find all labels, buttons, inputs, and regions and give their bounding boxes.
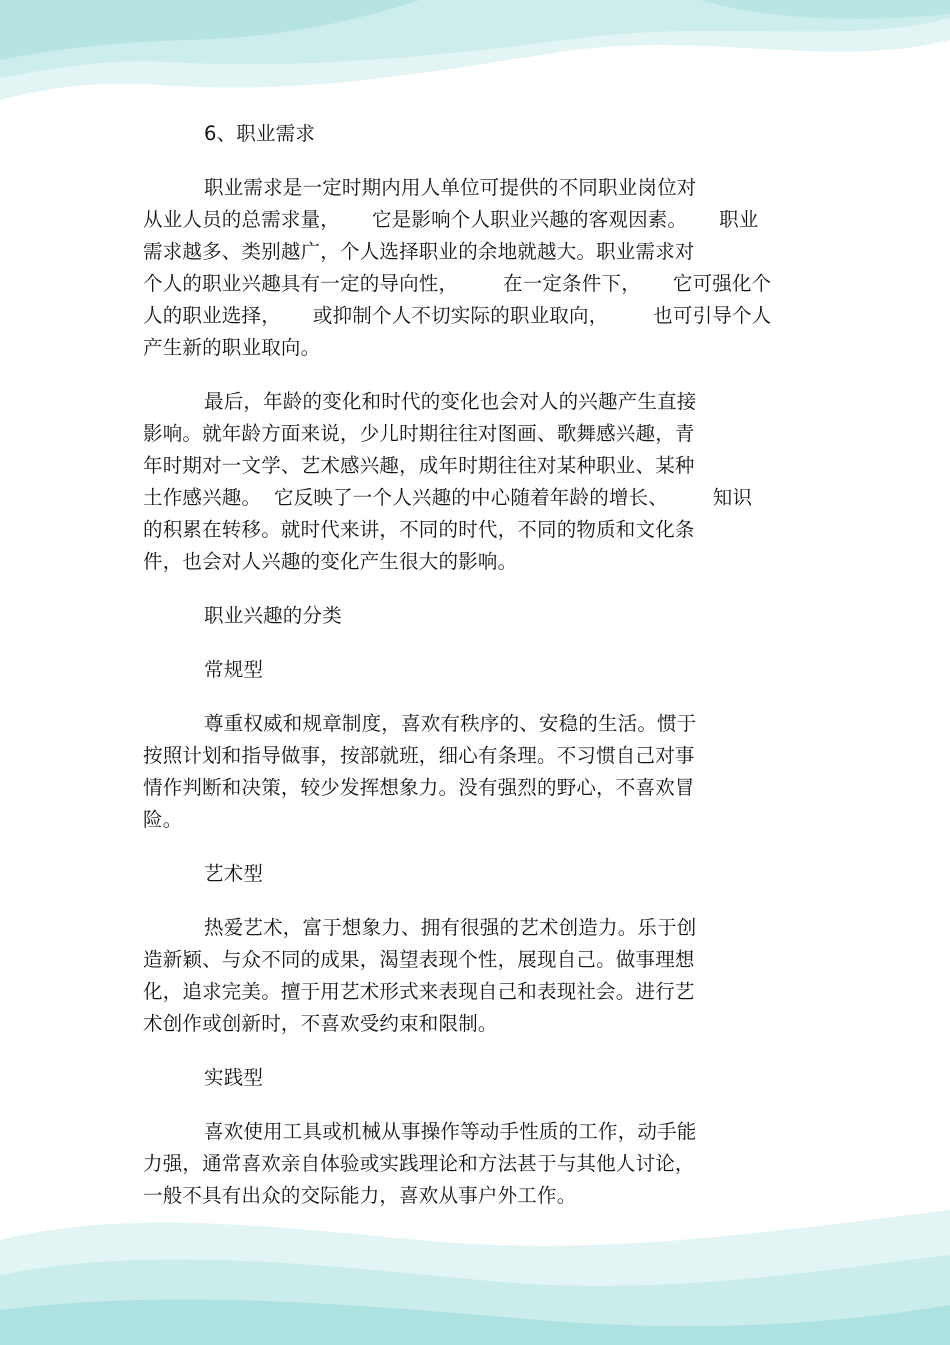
paragraph-gap <box>143 686 808 708</box>
text-line: 的积累在转移。就时代来讲，不同的时代，不同的物质和文化条 <box>143 518 695 541</box>
paragraph-gap <box>143 578 808 600</box>
text-line: 个人的职业兴趣具有一定的导向性， 在一定条件下， 它可强化个 <box>143 272 772 295</box>
text-line: 人的职业选择， 或抑制个人不切实际的职业取向， 也可引导个人 <box>143 304 772 327</box>
text-line: 常规型 <box>204 658 264 681</box>
text-line: 影响。就年龄方面来说，少儿时期往往对图画、歌舞感兴趣，青 <box>143 422 695 445</box>
text-line: 年时期对一文学、艺术感兴趣，成年时期往往对某种职业、某种 <box>143 454 695 477</box>
text-line: 按照计划和指导做事，按部就班，细心有条理。不习惯自己对事 <box>143 744 695 767</box>
text-line: 一般不具有出众的交际能力，喜欢从事户外工作。 <box>143 1184 577 1207</box>
paragraph-gap <box>143 150 808 172</box>
document-body <box>143 118 808 1212</box>
text-line: 艺术型 <box>204 862 264 885</box>
text-line: 力强，通常喜欢亲自体验或实践理论和方法甚于与其他人讨论， <box>143 1152 695 1175</box>
text-line: 需求越多、类别越广，个人选择职业的余地就越大。职业需求对 <box>143 240 695 263</box>
text-line: 土作感兴趣。 它反映了一个人兴趣的中心随着年龄的增长、 知识 <box>143 486 753 509</box>
text-line: 造新颖、与众不同的成果，渴望表现个性，展现自己。做事理想 <box>143 948 695 971</box>
paragraph-artistic <box>143 912 808 1040</box>
paragraph-job-demand <box>143 172 808 364</box>
section-heading <box>143 118 808 150</box>
top-wave-decoration <box>0 0 950 130</box>
heading-artistic <box>143 858 808 890</box>
text-line: 化，追求完美。擅于用艺术形式来表现自己和表现社会。进行艺 <box>143 980 695 1003</box>
text-line: 职业需求是一定时期内用人单位可提供的不同职业岗位对 <box>204 176 697 199</box>
text-line: 情作判断和决策，较少发挥想象力。没有强烈的野心，不喜欢冒 <box>143 776 695 799</box>
text-line: 热爱艺术，富于想象力、拥有很强的艺术创造力。乐于创 <box>204 916 697 939</box>
text-line: 喜欢使用工具或机械从事操作等动手性质的工作，动手能 <box>204 1120 697 1143</box>
paragraph-gap <box>143 632 808 654</box>
text-line: 最后，年龄的变化和时代的变化也会对人的兴趣产生直接 <box>204 390 697 413</box>
heading-classification <box>143 600 808 632</box>
paragraph-conventional <box>143 708 808 836</box>
paragraph-gap <box>143 836 808 858</box>
text-line: 尊重权威和规章制度，喜欢有秩序的、安稳的生活。惯于 <box>204 712 697 735</box>
text-line: 从业人员的总需求量， 它是影响个人职业兴趣的客观因素。 职业 <box>143 208 759 231</box>
text-line: 实践型 <box>204 1066 264 1089</box>
text-line: 件，也会对人兴趣的变化产生很大的影响。 <box>143 550 518 573</box>
text-line: 职业兴趣的分类 <box>204 604 342 627</box>
heading-realistic <box>143 1062 808 1094</box>
paragraph-realistic <box>143 1116 808 1212</box>
text-line: 6、职业需求 <box>204 122 316 145</box>
paragraph-gap <box>143 1094 808 1116</box>
paragraph-gap <box>143 890 808 912</box>
paragraph-gap <box>143 364 808 386</box>
heading-conventional <box>143 654 808 686</box>
paragraph-age-era <box>143 386 808 578</box>
paragraph-gap <box>143 1040 808 1062</box>
text-line: 险。 <box>143 808 183 831</box>
text-line: 产生新的职业取向。 <box>143 336 321 359</box>
text-line: 术创作或创新时，不喜欢受约束和限制。 <box>143 1012 498 1035</box>
